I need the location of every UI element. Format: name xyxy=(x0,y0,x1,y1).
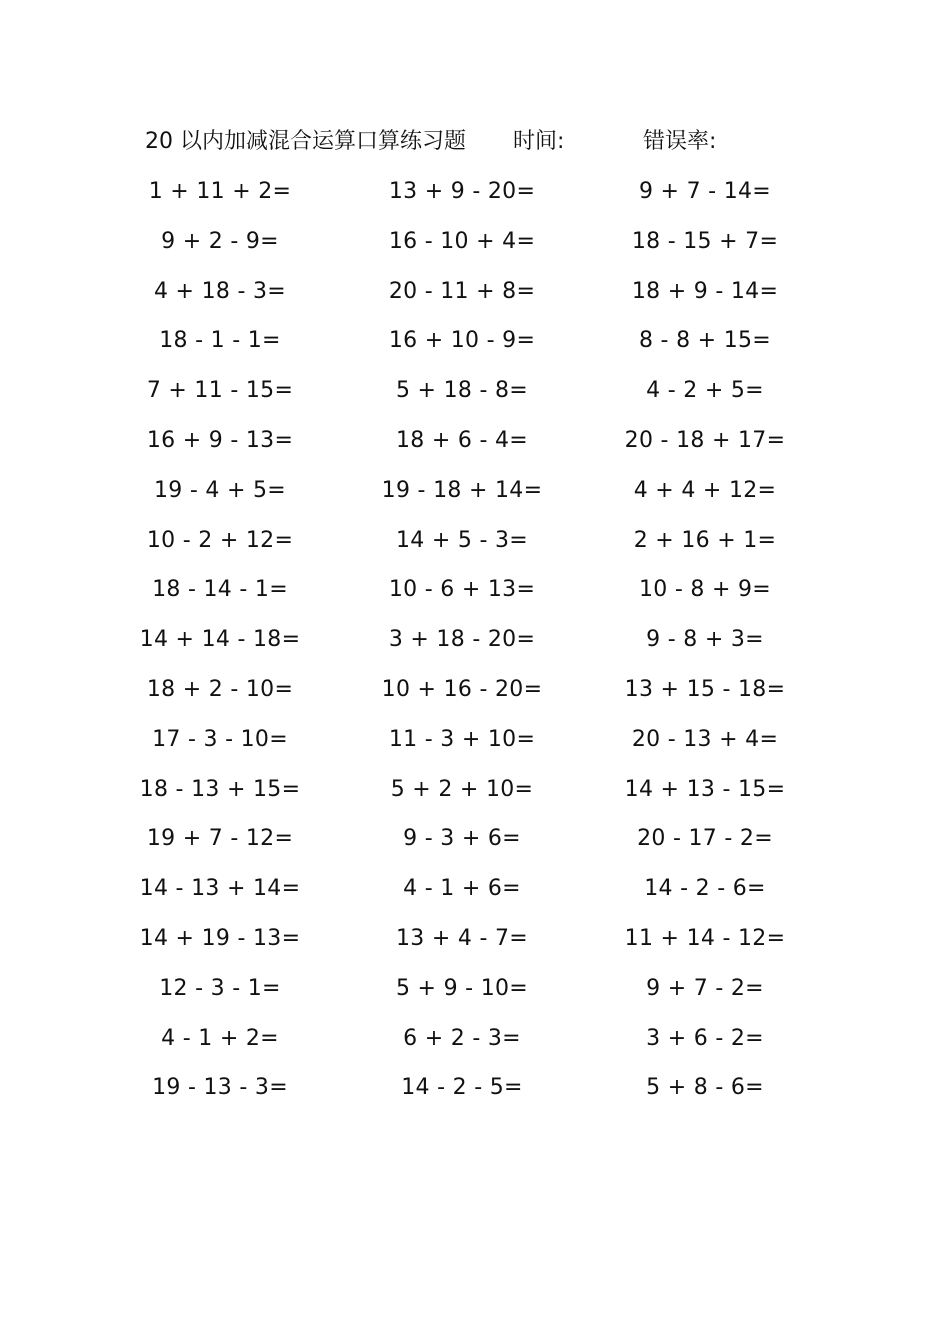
problem-item: 18 - 1 - 1= xyxy=(159,328,281,354)
problem-item: 19 - 4 + 5= xyxy=(153,477,287,503)
problem-item: 13 + 15 - 18= xyxy=(624,676,786,702)
problem-item: 16 + 10 - 9= xyxy=(388,328,536,354)
problem-item: 4 + 18 - 3= xyxy=(153,278,287,304)
problem-item: 19 - 18 + 14= xyxy=(381,477,543,503)
problem-item: 4 + 4 + 12= xyxy=(633,477,777,503)
problem-item: 9 - 8 + 3= xyxy=(646,627,764,653)
problem-item: 10 + 16 - 20= xyxy=(381,676,543,702)
problem-item: 6 + 2 - 3= xyxy=(403,1025,521,1051)
problem-item: 16 + 9 - 13= xyxy=(146,427,294,453)
problem-item: 19 + 7 - 12= xyxy=(146,826,294,852)
problem-row xyxy=(0,471,950,521)
problem-item: 13 + 4 - 7= xyxy=(395,925,529,951)
problem-item: 2 + 16 + 1= xyxy=(633,527,777,553)
problem-item: 16 - 10 + 4= xyxy=(388,228,536,254)
problem-row xyxy=(0,371,950,421)
problem-item: 18 + 6 - 4= xyxy=(395,427,529,453)
problem-item: 18 - 15 + 7= xyxy=(631,228,779,254)
problem-item: 20 - 18 + 17= xyxy=(624,427,786,453)
problem-row xyxy=(0,222,950,272)
problem-item: 1 + 11 + 2= xyxy=(148,179,292,204)
problem-item: 20 - 13 + 4= xyxy=(631,726,779,752)
problem-item: 14 + 14 - 18= xyxy=(139,627,301,653)
problem-item: 10 - 2 + 12= xyxy=(146,527,294,553)
problem-item: 11 + 14 - 12= xyxy=(624,925,786,951)
problem-item: 11 - 3 + 10= xyxy=(388,726,536,752)
problem-item: 3 + 18 - 20= xyxy=(388,627,536,653)
problem-item: 14 - 13 + 14= xyxy=(139,876,301,902)
problem-item: 5 + 9 - 10= xyxy=(395,975,529,1001)
problem-row xyxy=(0,819,950,869)
problem-item: 13 + 9 - 20= xyxy=(388,179,536,204)
problem-item: 7 + 11 - 15= xyxy=(146,378,294,404)
worksheet-title: 20 以内加减混合运算口算练习题 xyxy=(145,129,466,154)
time-label: 时间: xyxy=(513,129,565,154)
problem-row xyxy=(0,272,950,322)
problem-item: 5 + 18 - 8= xyxy=(395,378,529,404)
problem-item: 9 + 7 - 2= xyxy=(646,975,764,1001)
problem-row xyxy=(0,570,950,620)
problem-item: 5 + 2 + 10= xyxy=(390,776,534,802)
problem-item: 12 - 3 - 1= xyxy=(159,975,281,1001)
problem-item: 14 + 5 - 3= xyxy=(395,527,529,553)
problem-item: 17 - 3 - 10= xyxy=(152,726,288,752)
problem-item: 18 + 2 - 10= xyxy=(146,676,294,702)
problem-item: 18 - 14 - 1= xyxy=(152,577,288,603)
problem-row xyxy=(0,770,950,820)
problem-item: 19 - 13 - 3= xyxy=(152,1075,288,1101)
problem-row xyxy=(0,670,950,720)
problem-row xyxy=(0,172,950,222)
problem-grid xyxy=(0,172,950,1118)
problem-item: 14 + 19 - 13= xyxy=(139,925,301,951)
problem-item: 14 + 13 - 15= xyxy=(624,776,786,802)
problem-item: 9 + 2 - 9= xyxy=(161,228,279,254)
problem-item: 5 + 8 - 6= xyxy=(646,1075,764,1101)
problem-row xyxy=(0,720,950,770)
problem-item: 18 - 13 + 15= xyxy=(139,776,301,802)
problem-item: 18 + 9 - 14= xyxy=(631,278,779,304)
problem-row xyxy=(0,521,950,571)
problem-row xyxy=(0,321,950,371)
problem-row xyxy=(0,869,950,919)
problem-row xyxy=(0,919,950,969)
problem-row xyxy=(0,1019,950,1069)
problem-item: 14 - 2 - 5= xyxy=(401,1075,523,1101)
problem-item: 9 + 7 - 14= xyxy=(638,179,772,204)
problem-item: 14 - 2 - 6= xyxy=(644,876,766,902)
problem-item: 20 - 17 - 2= xyxy=(637,826,773,852)
problem-row xyxy=(0,969,950,1019)
problem-item: 4 - 1 + 2= xyxy=(161,1025,279,1051)
problem-item: 4 - 1 + 6= xyxy=(403,876,521,902)
problem-row xyxy=(0,421,950,471)
problem-item: 9 - 3 + 6= xyxy=(403,826,521,852)
problem-item: 3 + 6 - 2= xyxy=(646,1025,764,1051)
problem-row xyxy=(0,1068,950,1118)
error-rate-label: 错误率: xyxy=(643,129,717,154)
problem-row xyxy=(0,620,950,670)
problem-item: 10 - 6 + 13= xyxy=(388,577,536,603)
problem-item: 8 - 8 + 15= xyxy=(638,328,772,354)
problem-item: 10 - 8 + 9= xyxy=(638,577,772,603)
problem-item: 20 - 11 + 8= xyxy=(388,278,536,304)
worksheet-header xyxy=(145,124,845,160)
problem-item: 4 - 2 + 5= xyxy=(646,378,764,404)
